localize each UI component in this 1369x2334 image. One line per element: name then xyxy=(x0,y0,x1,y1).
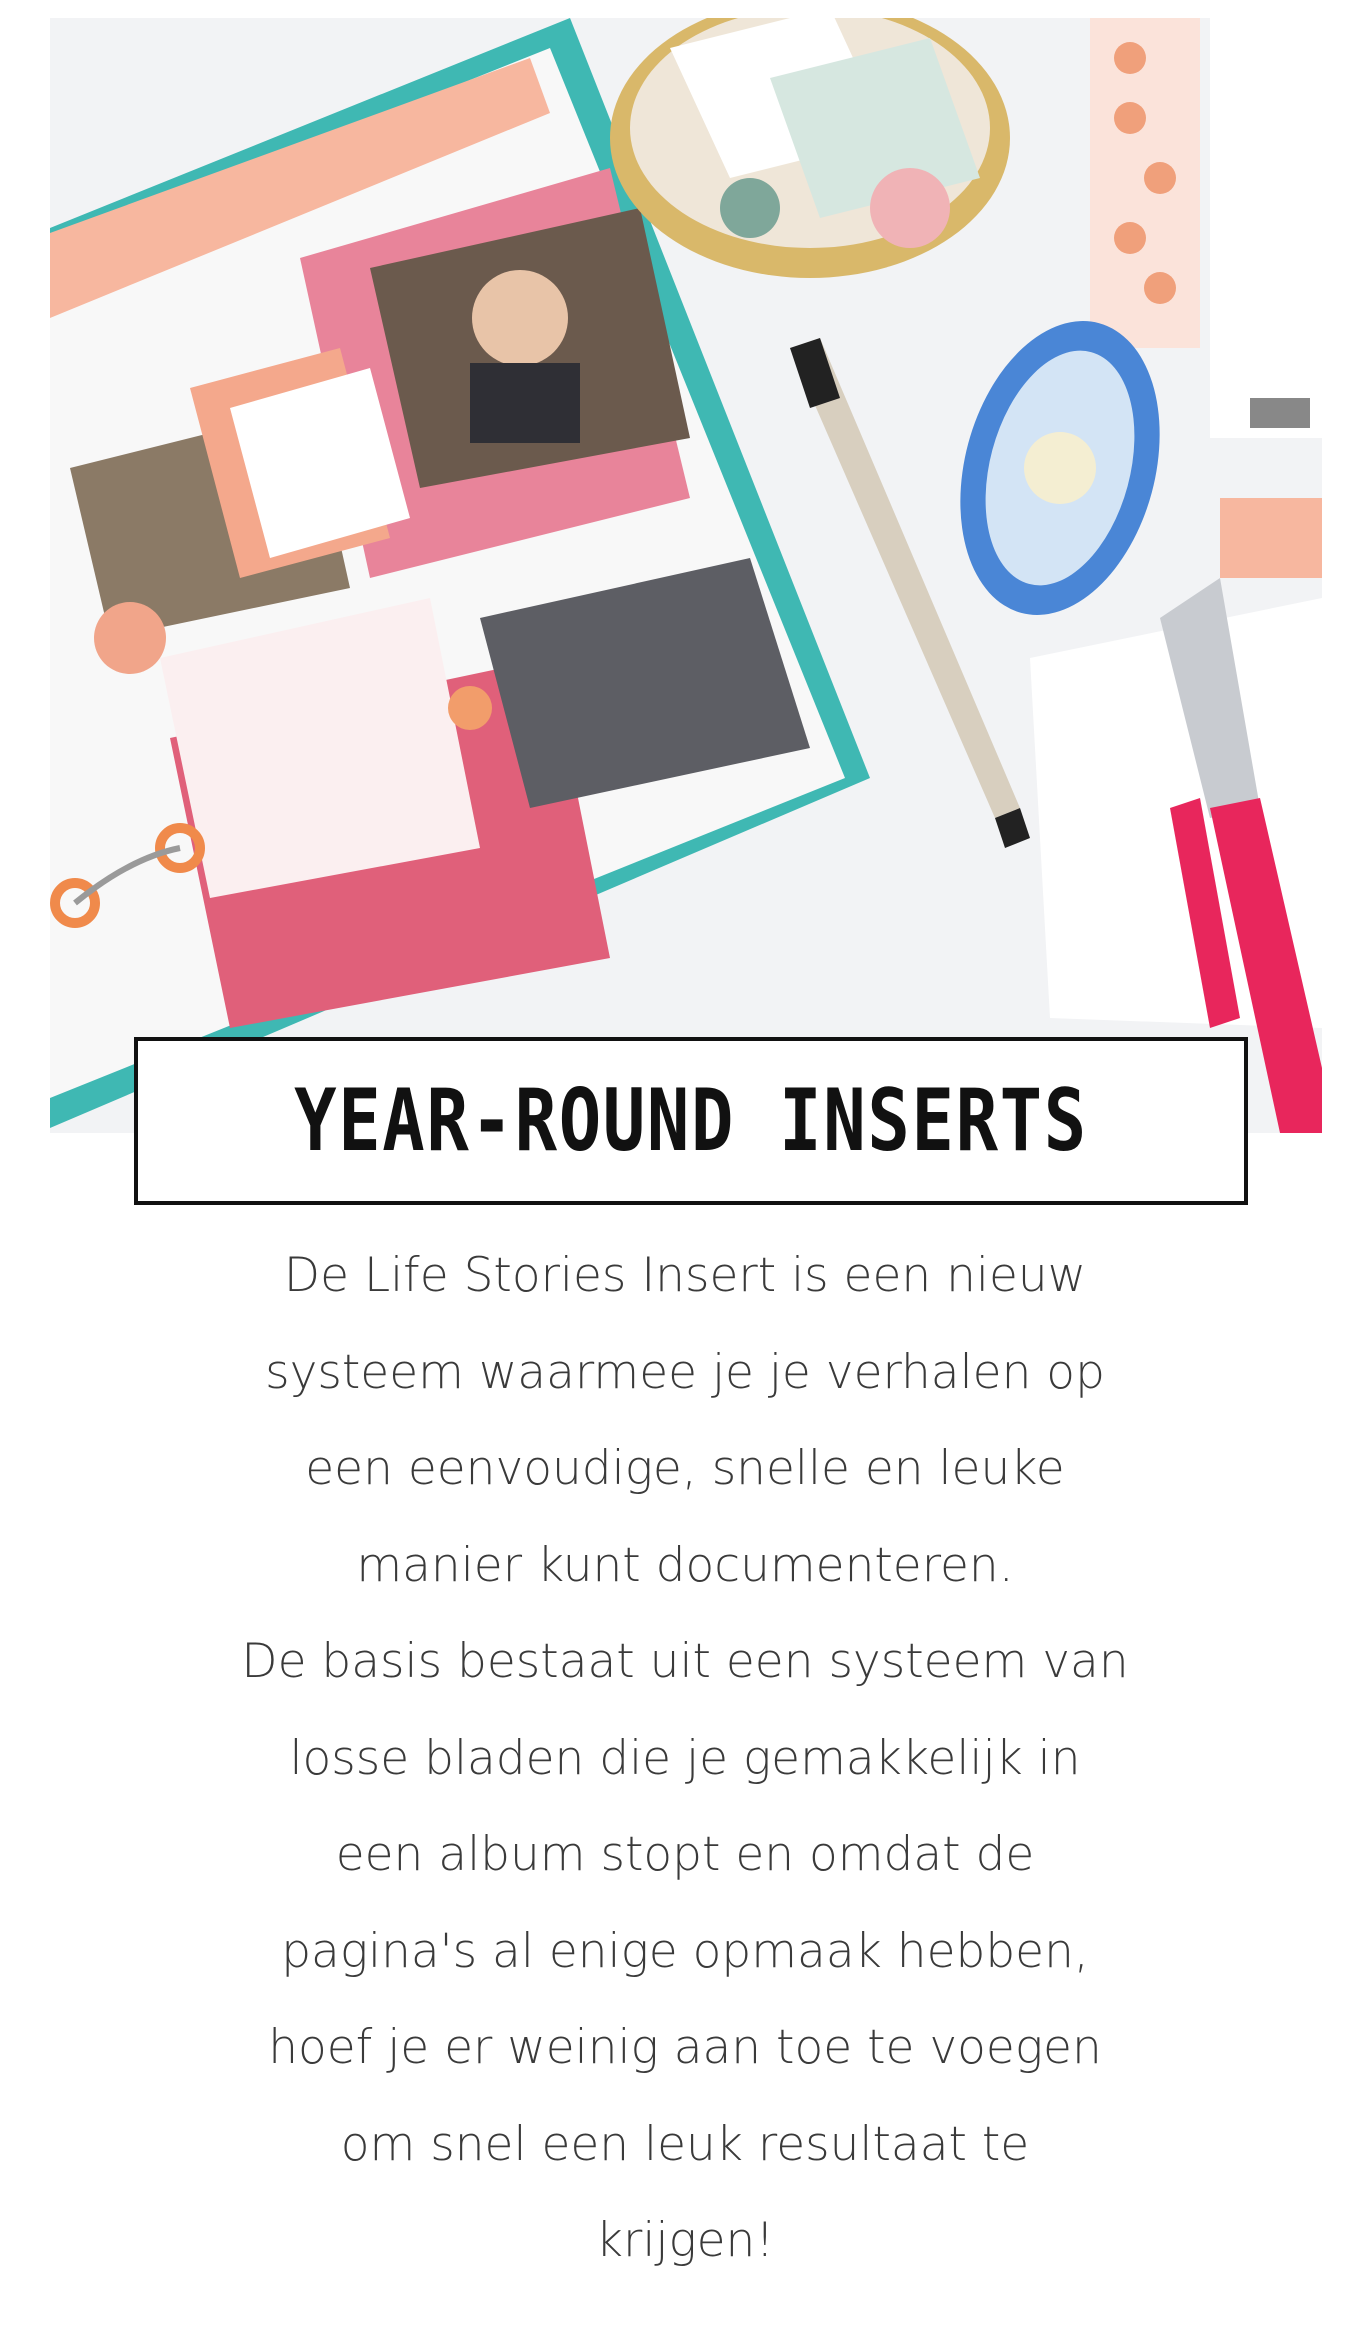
section-title: YEAR-ROUND INSERTS xyxy=(294,1071,1088,1171)
intro-line: pagina's al enige opmaak hebben, xyxy=(281,1923,1089,1979)
intro-line: om snel een leuk resultaat te xyxy=(340,2116,1030,2172)
intro-paragraph xyxy=(150,1228,1220,2290)
intro-line: manier kunt documenteren. xyxy=(356,1537,1014,1593)
intro-line: losse bladen die je gemakkelijk in xyxy=(289,1730,1081,1786)
intro-line: De Life Stories Insert is een nieuw xyxy=(283,1248,1087,1303)
intro-line: systeem waarmee je je verhalen op xyxy=(265,1344,1105,1400)
intro-line: krijgen! xyxy=(595,2213,775,2268)
intro-line: een eenvoudige, snelle en leuke xyxy=(305,1441,1065,1496)
intro-line: een album stopt en omdat de xyxy=(335,1827,1035,1882)
section-title-box xyxy=(134,1037,1248,1205)
intro-line: De basis bestaat uit een systeem van xyxy=(241,1634,1129,1689)
hero-image xyxy=(50,18,1322,1133)
intro-line: hoef je er weinig aan toe te voegen xyxy=(268,2020,1102,2075)
scrapbook-album-photo-icon xyxy=(50,18,1322,1133)
